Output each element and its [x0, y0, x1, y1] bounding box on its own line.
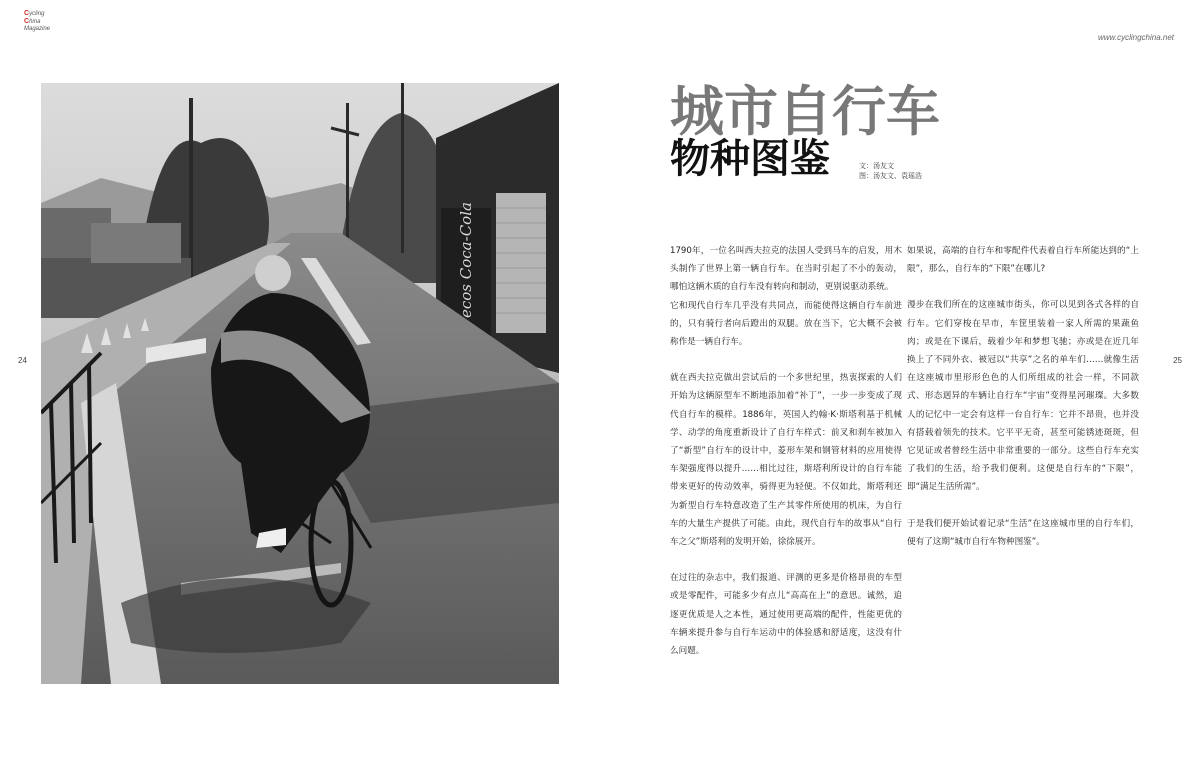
article-subtitle: 物种图鉴: [670, 136, 830, 182]
page-number-left: 24: [18, 356, 27, 365]
body-paragraph: 漫步在我们所在的这座城市街头，你可以见到各式各样的自行车。它们穿梭在早市，车筐里装着一家人所需的果蔬鱼肉；或是在下课后，载着少年和梦想飞驰；亦或是在近几年换上了不同外衣、被冠以“共享”之名的单车们……就像生活在这座城市里形形色色的人们所组成的社会一样，不同款式、形态迥异的车辆让自行车“宇宙”变得星河璀璨。大多数人的记忆中一定会有这样一台自行车：它并不昂贵，也并没有搭载着领先的技术。它平平无奇，甚至可能锈迹斑斑，但它见证或者曾经生活中非常重要的一部分。这些自行车充实了我们的生活，给予我们便利。这便是自行车的“下限”，即“满足生活所需”。: [907, 300, 1139, 493]
body-paragraph: 它和现代自行车几乎没有共同点，而能使得这辆自行车前进的，只有骑行者向后蹬出的双腿。放在当下，它大概不会被称作是一辆自行车。: [670, 300, 902, 348]
site-url: www.cyclingchina.net: [1097, 33, 1174, 42]
cyclist-photo-illustration: [41, 83, 559, 684]
body-paragraph: 于是我们便开始试着记录“生活”在这座城市里的自行车们，便有了这期“城市自行车物种图鉴”。: [907, 518, 1139, 547]
vending-sign-text: ecos Coca-Cola: [457, 202, 475, 318]
body-paragraph: 1790年，一位名叫西夫拉克的法国人受到马车的启发，用木头制作了世界上第一辆自行车。在当时引起了不小的轰动，哪怕这辆木质的自行车没有转向和制动，更别说驱动系统。: [670, 246, 902, 293]
article-credits: [859, 161, 922, 181]
credit-photographer: 图：汤友文、袁瑶浩: [859, 172, 922, 180]
body-paragraph: 在过往的杂志中，我们报道、评测的更多是价格昂贵的车型或是零配件，可能多少有点儿“高高在上”的意思。诚然，追逐更优质是人之本性，通过使用更高端的配件，性能更优的车辆来提升参与自行车运动中的体验感和舒适度，这没有什么问题。: [670, 573, 902, 657]
page-number-right: 25: [1173, 356, 1182, 365]
paragraph-gap: [907, 278, 1139, 296]
body-paragraph: 如果说，高端的自行车和零配件代表着自行车所能达到的“上限”，那么，自行车的“下限”在哪儿?: [907, 246, 1139, 275]
logo-line-3: Magazine: [24, 26, 51, 32]
cyclist-photo: [41, 83, 559, 684]
logo-line-2: China: [24, 18, 41, 25]
article-title: 城市自行车: [670, 80, 940, 143]
paragraph-gap: [670, 351, 902, 369]
logo-line-1: Cycling: [24, 10, 45, 17]
body-column-1: [670, 242, 902, 660]
body-column-2: [907, 242, 1139, 551]
credit-author: 文：汤友文: [859, 162, 894, 170]
paragraph-gap: [907, 497, 1139, 515]
paragraph-gap: [670, 551, 902, 569]
body-paragraph: 就在西夫拉克做出尝试后的一个多世纪里，热衷探索的人们开始为这辆原型车不断地添加着“补丁”，一步一步变成了现代自行车的模样。1886年，英国人约翰·K·斯塔利基于机械学、动学的角度重新设计了自行车样式：前叉和刹车被加入了“新型”自行车的设计中，菱形车架和钢管材料的应用使得车架强度得以提升……相比过往，斯塔利所设计的自行车能带来更好的传动效率，骑得更为轻便。不仅如此，斯塔利还为新型自行车特意改造了生产其零件所使用的机床，为自行车的大量生产提供了可能。由此，现代自行车的故事从“自行车之父”斯塔利的发明开始，徐徐展开。: [670, 373, 902, 548]
magazine-logo: [24, 10, 84, 33]
